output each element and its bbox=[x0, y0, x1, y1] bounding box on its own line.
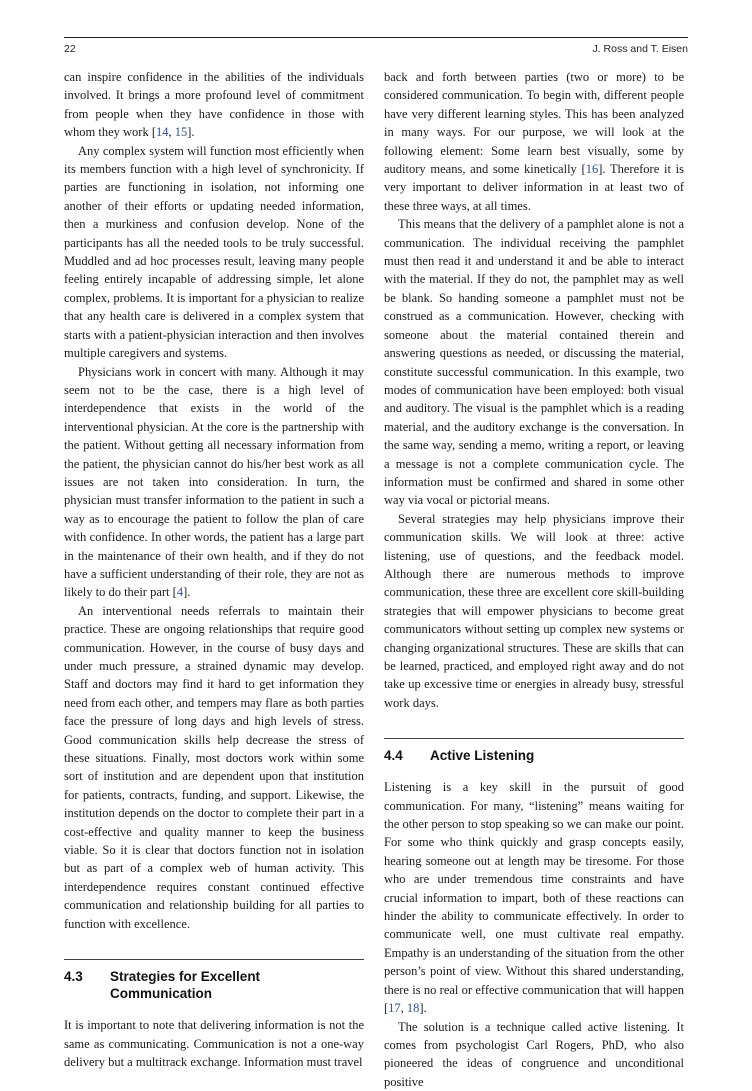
paragraph: Listening is a key skill in the pursuit of good communication. For many, “listening” means waiting for the other person to stop speaking so we can make our point. For some who think quickly and grasp concepts easily, hearing someone out at length may be tiresome. For those who are under tremendous time constraints and have crucial information to impart, both of these reactions can hinder the ability to communicate effectively. In order to communicate well, one must cultivate real empathy. Empathy is an understanding of the situation from the other person’s point of view. Without this shared understanding, there is no real or effective communication that will happen [17, 18]. bbox=[384, 778, 684, 1017]
paragraph: Physicians work in concert with many. Although it may seem not to be the case, there is a high level of interdependence that exists in the world of the interventional physician. At the core is the partnership with the patient. Without getting all necessary information from the patient, the physician cannot do his/her best work as all issues are not taken into consideration. In turn, the physician must transfer information to the patient in such a way as to encourage the patient to follow the plan of care with confidence. In other words, the patient has a large part in the maintenance of their own health, and if they do not have a sufficient understanding of their role, they are not as likely to do their part [4]. bbox=[64, 363, 364, 602]
section-number: 4.4 bbox=[384, 747, 430, 764]
paragraph: back and forth between parties (two or more) to be considered communication. To begin with, different people have very different learning styles. This has been analyzed in many ways. For our purpose, we will look at the following element: Some learn best visually, some by auditory means, and some kinetically [16]. Therefore it is very important to deliver information in at least two of these three ways, at all times. bbox=[384, 68, 684, 215]
page-number: 22 bbox=[64, 43, 76, 55]
section-title: Active Listening bbox=[430, 747, 534, 764]
paragraph: can inspire confidence in the abilities of the individuals involved. It brings a more profound level of commitment from people when they have confidence in those with whom they work [14, 15]. bbox=[64, 68, 364, 142]
paragraph: Any complex system will function most efficiently when its members function with a high level of synchronicity. If parties are functioning in isolation, not informing one another of their efforts or updating needed information, then a murkiness and confusion develop. None of the participants has all the needed tools to be truly successful. Muddled and ad hoc processes result, leaving many people feeling entirely incapable of addressing simple, let alone complex, problems. It is important for a physician to realize that any health care is delivered in a complex system that starts with a patient-physician interaction and then involves multiple caregivers and systems. bbox=[64, 142, 364, 363]
citation-link[interactable]: 15 bbox=[175, 125, 188, 139]
paragraph: An interventional needs referrals to maintain their practice. These are ongoing relationships that require good communication. However, in the course of busy days and under much pressure, a strained dynamic may develop. Staff and doctors may find it hard to get information they need from each other, and tempers may flare as both parties face the pressure of long days and high levels of stress. Good communication skills help decrease the stress of these situations. Finally, most doctors work within some sort of institution and are dependent upon that institution for patients, contracts, funding, and support. Likewise, the institution depends on the doctor to complete their part in a cost-effective and quality manner to keep the business viable. So it is clear that doctors function not in isolation but as part of a complex web of human activity. This interdependence requires constant continued effective communication and relationship building for all parties to function with excellence. bbox=[64, 602, 364, 933]
running-head: J. Ross and T. Eisen bbox=[592, 43, 688, 55]
paragraph: It is important to note that delivering information is not the same as communicating. Communication is not a one-way delivery but a multitrack exchange. Information must travel bbox=[64, 1016, 364, 1071]
citation-link[interactable]: 4 bbox=[177, 585, 183, 599]
paragraph: The solution is a technique called active listening. It comes from psychologist Carl Rogers, PhD, who also pioneered the ideas of congruence and unconditional positive bbox=[384, 1018, 684, 1091]
section-number: 4.3 bbox=[64, 968, 110, 1002]
citation-link[interactable]: 16 bbox=[586, 162, 599, 176]
citation-link[interactable]: 17 bbox=[388, 1001, 401, 1015]
left-column bbox=[64, 68, 364, 1071]
section-title: Strategies for Excellent Communication bbox=[110, 968, 364, 1002]
citation-link[interactable]: 14 bbox=[156, 125, 169, 139]
section-heading bbox=[384, 738, 684, 764]
paragraph: Several strategies may help physicians improve their communication skills. We will look at three: active listening, use of questions, and the feedback model. Although there are numerous methods to improve communication, these three are excellent core skill-building strategies that will empower physicians to become great communicators without setting up complex new systems or changing organizational structures. These are skills that can be learned, practiced, and employed right away and do not take up excessive time or energies in already busy, stressful work days. bbox=[384, 510, 684, 712]
citation-link[interactable]: 18 bbox=[407, 1001, 420, 1015]
paragraph: This means that the delivery of a pamphlet alone is not a communication. The individual receiving the pamphlet must then read it and understand it and be able to interact with the material. If they do not, the pamphlet may as well be blank. So handing someone a pamphlet must not be construed as a communication. However, checking with someone about the material contained therein and answering questions as needed, or discussing the material, constitute successful communication. In this example, two modes of communication have been employed: both visual and auditory. The visual is the pamphlet which is a reading material, and the auditory exchange is the conversation. In the same way, sending a memo, writing a report, or leaving a message is not a complete communication cycle. The information must be confirmed and shared in some other way via vocal or pictorial means. bbox=[384, 215, 684, 510]
section-heading bbox=[64, 959, 364, 1002]
right-column bbox=[384, 68, 684, 1091]
header-rule bbox=[64, 37, 688, 38]
